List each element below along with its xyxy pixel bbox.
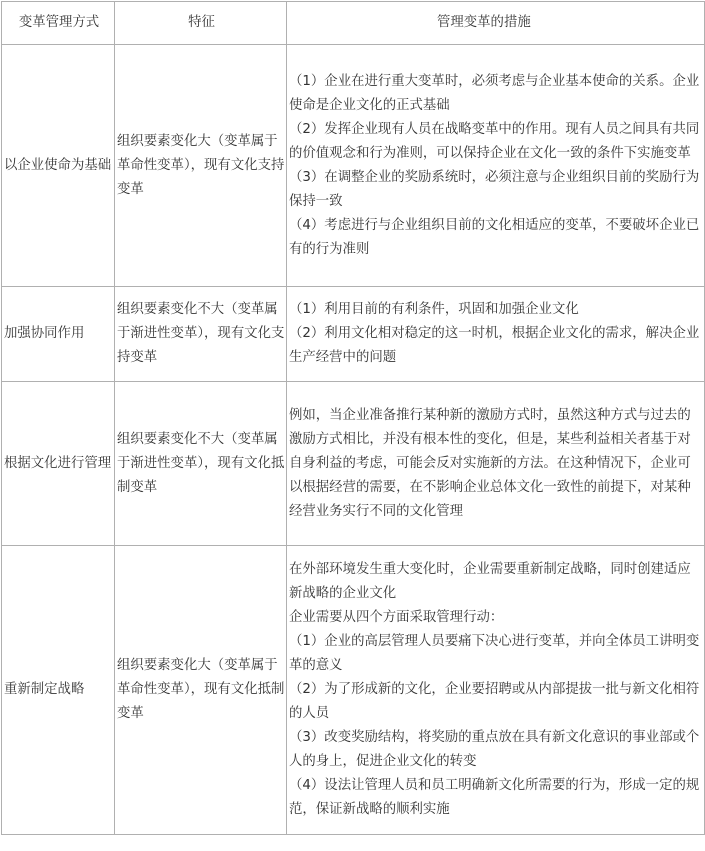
method-cell: 加强协同作用 (2, 287, 115, 382)
measures-cell (287, 287, 705, 382)
header-feature: 特征 (115, 2, 287, 45)
table-row (2, 287, 705, 382)
table-header-row (2, 2, 705, 45)
measure-item: （4）设法让管理人员和员工明确新文化所需要的行为，形成一定的规范，保证新战略的顺利实施 (289, 778, 700, 817)
measure-item: （1）企业在进行重大变革时，必须考虑与企业基本使命的关系。企业使命是企业文化的正式基础 (289, 73, 700, 113)
measure-item: （3）在调整企业的奖励系统时，必须注意与企业组织目前的奖励行为保持一致 (289, 169, 700, 209)
table-row (2, 45, 705, 287)
feature-cell: 组织要素变化大（变革属于革命性变革），现有文化支持变革 (115, 45, 287, 287)
measure-item: （1）企业的高层管理人员要痛下决心进行变革，并向全体员工讲明变革的意义 (289, 634, 700, 673)
table-row (2, 382, 705, 546)
method-cell: 以企业使命为基础 (2, 45, 115, 287)
measure-item: （2）利用文化相对稳定的这一时机，根据企业文化的需求，解决企业生产经营中的问题 (289, 326, 700, 365)
measure-item: 例如，当企业准备推行某种新的激励方式时，虽然这种方式与过去的激励方式相比，并没有根本性的变化，但是，某些利益相关者基于对自身利益的考虑，可能会反对实施新的方法。在这种情况下，企业可以根据经营的需要，在不影响企业总体文化一致性的前提下，对某种经营业务实行不同的文化管理 (289, 407, 691, 519)
header-method: 变革管理方式 (2, 2, 115, 45)
culture-change-table (1, 1, 705, 835)
measure-item: （2）发挥企业现有人员在战略变革中的作用。现有人员之间具有共同的价值观念和行为准则，可以保持企业在文化一致的条件下实施变革 (289, 121, 700, 161)
measures-cell (287, 546, 705, 835)
measure-item: 在外部环境发生重大变化时，企业需要重新制定战略，同时创建适应新战略的企业文化 (289, 562, 691, 601)
measure-item: （1）利用目前的有利条件，巩固和加强企业文化 (289, 302, 579, 317)
measures-cell (287, 45, 705, 287)
measure-item: 企业需要从四个方面采取管理行动： (289, 610, 504, 625)
feature-cell: 组织要素变化大（变革属于革命性变革），现有文化抵制变革 (115, 546, 287, 835)
header-measures: 管理变革的措施 (287, 2, 705, 45)
table-row (2, 546, 705, 835)
measure-item: （2）为了形成新的文化，企业要招聘或从内部提拔一批与新文化相符的人员 (289, 682, 700, 721)
measure-item: （4）考虑进行与企业组织目前的文化相适应的变革，不要破坏企业已有的行为准则 (289, 217, 700, 257)
feature-cell: 组织要素变化不大（变革属于渐进性变革），现有文化支持变革 (115, 287, 287, 382)
measures-cell (287, 382, 705, 546)
measure-item: （3）改变奖励结构，将奖励的重点放在具有新文化意识的事业部或个人的身上，促进企业文化的转变 (289, 730, 700, 769)
feature-cell: 组织要素变化不大（变革属于渐进性变革），现有文化抵制变革 (115, 382, 287, 546)
method-cell: 根据文化进行管理 (2, 382, 115, 546)
method-cell: 重新制定战略 (2, 546, 115, 835)
